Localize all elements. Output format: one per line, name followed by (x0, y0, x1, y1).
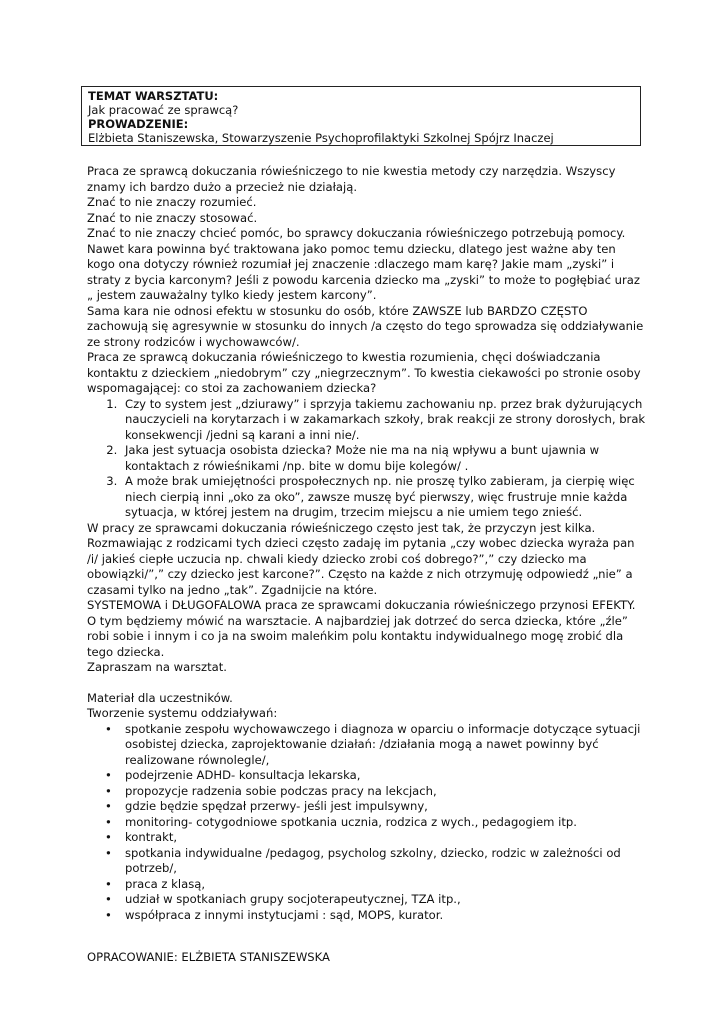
closing-paragraph: Zapraszam na warsztat. (87, 660, 227, 674)
document-body (87, 164, 647, 966)
closing-paragraph: W pracy ze sprawcami dokuczania rówieśniczego często jest tak, że przyczyn jest kilka. Rozmawiając z rodzicami tych dzieci często zadaję im pytania „czy wobec dziecka wyraża pan /i/ jakieś ciepłe uczucia np. chwali kiedy dziecko zrobi coś dobrego?”,” czy dziecko ma obowiązki/”,” czy dziecko jest karcone?”. Często na każde z nich otrzymuję odpowiedź „nie” a czasami tylko na jedno „tak”. Zgadnijcie na które. (87, 520, 635, 597)
closing-paragraph: SYSTEMOWA i DŁUGOFALOWA praca ze sprawcami dokuczania rówieśniczego przynosi EFEKTY. O tym będziemy mówić na warsztacie. A najbardziej jak dotrzeć do serca dziecka, które „źle” robi sobie i innym i co ja na swoim maleńkim polu kontaktu indywidualnego mogę zrobić dla tego dziecka. (87, 598, 636, 659)
material-item: • monitoring- cotygodniowe spotkania ucznia, rodzica z wych., pedagogiem itp. (121, 815, 647, 831)
material-item: • podejrzenie ADHD- konsultacja lekarska, (121, 768, 647, 784)
material-item: • spotkania indywidualne /pedagog, psycholog szkolny, dziecko, rodzic w zależności od potrzeb/, (121, 846, 647, 877)
intro-paragraph: Znać to nie znaczy chcieć pomóc, bo sprawcy dokuczania rówieśniczego potrzebują pomocy. Nawet kara powinna być traktowana jako pomoc temu dziecku, dlatego jest ważne aby ten kogo ona dotyczy również rozumiał jej znaczenie :dlaczego mam karę? Jakie mam „zyski” i straty z bycia karconym? Jeśli z powodu karcenia dziecko ma „zyski” to może to pogłębiać uraz „ jestem zauważalny tylko kiedy jestem karcony”. (87, 226, 640, 302)
material-item: • współpraca z innymi instytucjami : sąd, MOPS, kurator. (121, 908, 647, 924)
intro-paragraph: Sama kara nie odnosi efektu w stosunku do osób, które ZAWSZE lub BARDZO CZĘSTO zachowują się agresywnie w stosunku do innych /a często do tego sprowadza się oddziaływanie ze strony rodziców i wychowawców/. (87, 303, 644, 349)
questions-list (87, 397, 647, 521)
material-item: • gdzie będzie spędzał przerwy- jeśli jest impulsywny, (121, 799, 647, 815)
topic-label: TEMAT WARSZTATU: (88, 89, 219, 103)
materials-subtitle: Tworzenie systemu oddziaływań: (87, 706, 278, 720)
intro-paragraph: Praca ze sprawcą dokuczania rówieśniczego to kwestia rozumienia, chęci doświadczania kontaktu z dzieckiem „niedobrym” czy „niegrzecznym”. To kwestia ciekawości po stronie osoby wspomagającej: co stoi za zachowaniem dziecka? (87, 350, 641, 395)
material-item: • kontrakt, (121, 830, 647, 846)
workshop-lead: Elżbieta Staniszewska, Stowarzyszenie Psychoprofilaktyki Szkolnej Spójrz Inaczej (88, 131, 554, 145)
workshop-topic: Jak pracować ze sprawcą? (88, 103, 239, 117)
spacer (87, 676, 647, 691)
material-item: • praca z klasą, (121, 877, 647, 893)
workshop-header-box (81, 86, 641, 146)
material-item: • udział w spotkaniach grupy socjoterapeutycznej, TZA itp., (121, 892, 647, 908)
lead-label: PROWADZENIE: (88, 117, 189, 131)
intro-paragraph: Znać to nie znaczy rozumieć. (87, 195, 257, 209)
materials-list (87, 722, 647, 924)
spacer (87, 923, 647, 950)
materials-label: Materiał dla uczestników. (87, 690, 233, 705)
author-footer: OPRACOWANIE: ELŻBIETA STANISZEWSKA (87, 950, 330, 964)
question-item: 2. Jaka jest sytuacja osobista dziecka? Może nie ma na nią wpływu a bunt ujawnia w kontaktach z rówieśnikami /np. bite w domu bije kolegów/ . (121, 443, 647, 474)
intro-paragraph: Praca ze sprawcą dokuczania rówieśniczego to nie kwestia metody czy narzędzia. Wszyscy znamy ich bardzo dużo a przecież nie działają. (87, 164, 616, 194)
material-item: • propozycje radzenia sobie podczas pracy na lekcjach, (121, 784, 647, 800)
question-item: 3. A może brak umiejętności prospołecznych np. nie proszę tylko zabieram, ja cierpię więc niech cierpią inni „oko za oko”, zawsze muszę być pierwszy, więc frustruje mnie każda sytuacja, w której jestem na drugim, trzecim miejscu a nie umiem tego znieść. (121, 474, 647, 521)
material-item: • spotkanie zespołu wychowawczego i diagnoza w oparciu o informacje dotyczące sytuacji osobistej dziecka, zaprojektowanie działań: /działania mogą a nawet powinny być realizowane równolegle/, (121, 722, 647, 769)
question-item: 1. Czy to system jest „dziurawy” i sprzyja takiemu zachowaniu np. przez brak dyżurujących nauczycieli na korytarzach i w zakamarkach szkoły, brak reakcji ze strony dorosłych, brak konsekwencji /jedni są karani a inni nie/. (121, 397, 647, 444)
intro-paragraph: Znać to nie znaczy stosować. (87, 210, 258, 225)
